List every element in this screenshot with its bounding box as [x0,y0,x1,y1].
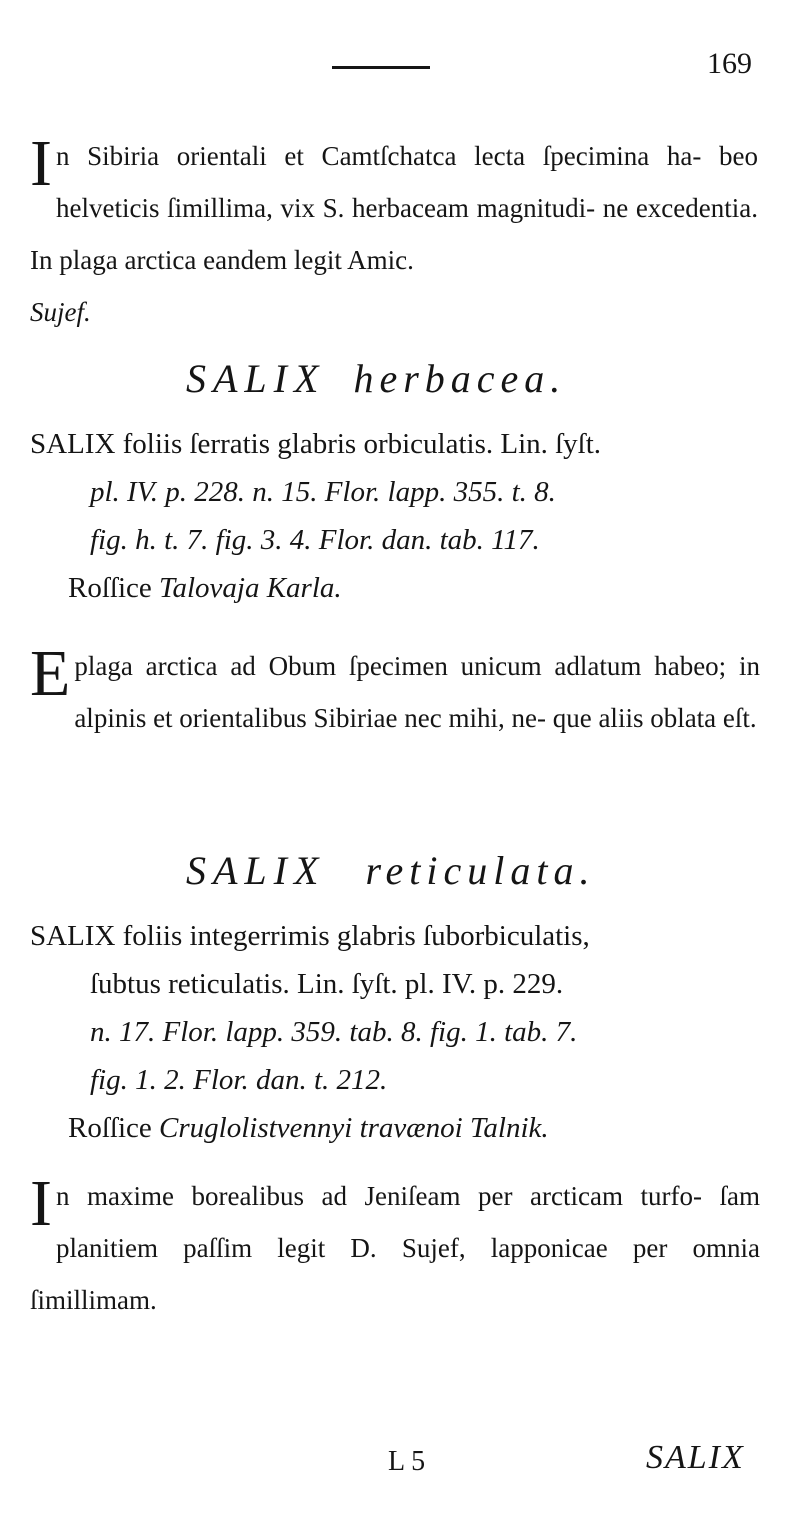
drop-initial: E [30,637,71,710]
note-line: ſam planitiem paſſim legit D. Sujef, lapponicae per [55,1181,760,1263]
page-number: 169 [707,47,752,80]
note-line: n maxime borealibus ad Jeniſeam per arcticam turfo- [55,1181,702,1211]
note-line: que aliis oblata eſt. [552,703,757,733]
intro-author: Sujef. [30,297,91,327]
species-name: reticulata. [365,848,596,893]
synonymy-line: ſubtus reticulatis. Lin. ſyſt. pl. IV. p. 229. [90,968,564,1000]
synonymy-line: SALIX foliis integerrimis glabris ſuborbiculatis, [30,920,590,952]
genus-name: SALIX [186,356,326,401]
note-line: plaga arctica ad Obum ſpecimen unicum adlatum [74,651,642,681]
synonymy-line: fig. 1. 2. Flor. dan. t. 212. [90,1064,388,1096]
intro-line: ne excedentia. In plaga arctica eandem legit Amic. [30,193,758,275]
note-line: omnia ſimillimam. [30,1233,761,1315]
species-heading-herbacea [186,354,566,404]
intro-paragraph [30,127,758,338]
note-herbacea [30,637,760,744]
note-line: habeo; in alpinis et orientalibus Sibiriae nec mihi, ne- [74,651,760,733]
catchword: SALIX [646,1439,745,1476]
synonymy-reticulata [30,912,764,1152]
drop-initial: I [30,1167,52,1240]
russian-name: Talovaja Karla. [159,572,342,604]
species-name: herbacea. [353,356,567,401]
drop-initial: I [30,127,52,200]
note-reticulata [30,1167,761,1326]
header-rule [332,66,430,69]
intro-line: n Sibiria orientali et Camtſchatca lecta ſpecimina ha- [55,141,702,171]
russice-label: Roſſice [68,1112,152,1144]
russice-label: Roſſice [68,572,152,604]
species-heading-reticulata [186,846,595,896]
genus-name: SALIX [186,848,326,893]
synonymy-line: fig. h. t. 7. fig. 3. 4. Flor. dan. tab. 117. [90,524,540,556]
synonymy-line: pl. IV. p. 228. n. 15. Flor. lapp. 355. t. 8. [90,476,556,508]
russian-name: Cruglolistvennyi travænoi Talnik. [159,1112,549,1144]
signature-mark: L 5 [388,1446,426,1477]
synonymy-herbacea [30,420,764,612]
russian-name-line [30,564,764,612]
synonymy-line: n. 17. Flor. lapp. 359. tab. 8. fig. 1. tab. 7. [90,1016,578,1048]
synonymy-line: SALIX foliis ſerratis glabris orbiculatis. Lin. ſyſt. [30,428,602,460]
russian-name-line [30,1104,764,1152]
intro-line: beo helveticis ſimillima, vix S. herbaceam magnitudi- [55,141,758,223]
